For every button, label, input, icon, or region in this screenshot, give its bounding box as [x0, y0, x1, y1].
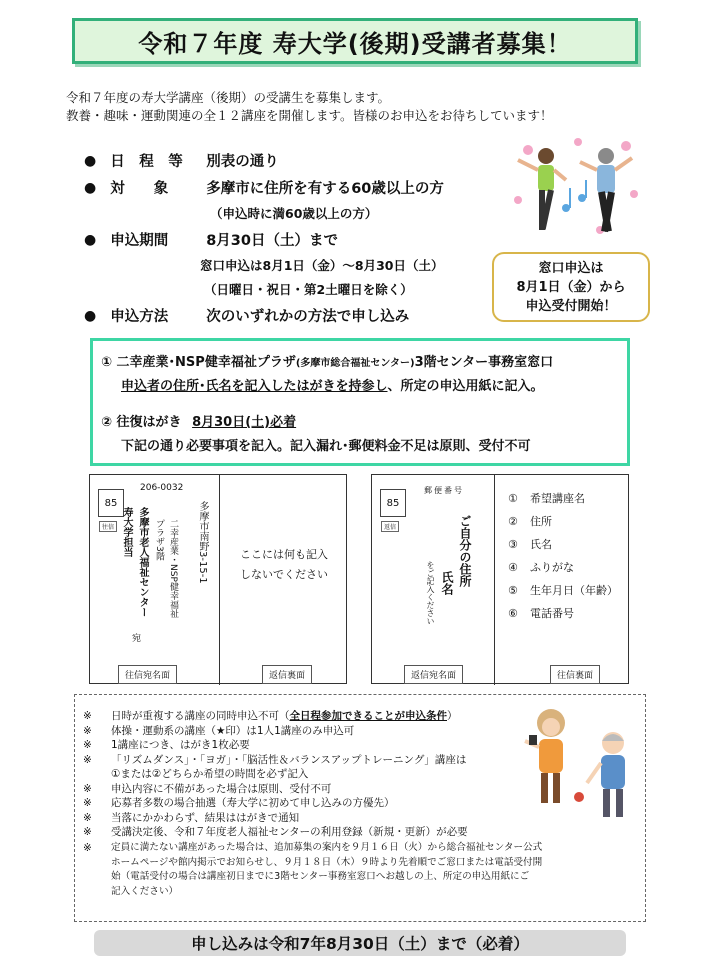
- required-item: [508, 556, 618, 579]
- bullet-icon: ●: [84, 179, 97, 196]
- intro-line-1: 令和７年度の寿大学講座（後期）の受講生を募集します。: [66, 90, 391, 105]
- tab-outgoing-back: 往信裏面: [550, 665, 600, 684]
- method-2-deadline: 8月30日(土)必着: [192, 415, 297, 430]
- method-1-desc: [121, 375, 544, 394]
- notes-box: [74, 694, 646, 922]
- note-1-c: ）: [447, 710, 458, 722]
- note-item: [83, 724, 523, 739]
- note-text: 始（電話受付の場合は講座初日までに3階センター事務室窓口へお越しの上、所定の申込用紙にご: [111, 871, 530, 882]
- target-value: 多摩市に住所を有する60歳以上の方: [206, 181, 444, 197]
- note-text: 当落にかかわらず、結果ははがきで通知: [111, 811, 300, 824]
- blank-line-2: しないでください: [240, 568, 328, 581]
- item-label: 生年月日（年齢）: [530, 584, 618, 597]
- card-divider: [219, 475, 220, 685]
- item-label: 希望講座名: [530, 492, 585, 505]
- method-row: [84, 305, 409, 326]
- target-row: [84, 177, 444, 198]
- period-row: [84, 229, 338, 250]
- note-text: 応募者多数の場合抽選（寿大学に初めて申し込みの方優先）: [111, 797, 395, 809]
- zip-label: 郵便番号: [424, 486, 464, 495]
- note-mark: ※: [83, 753, 92, 766]
- blank-instruction: [240, 545, 328, 585]
- note-spacer: [83, 856, 111, 871]
- address-suffix: 宛: [130, 633, 140, 642]
- period-value: 8月30日（土）まで: [206, 233, 338, 249]
- method-1-desc-rest: 、所定の申込用紙に記入。: [387, 379, 544, 394]
- note-text: ホームページや館内掲示でお知らせし、９月１８日（木）９時より先着順でご窓口または電話受付開: [111, 856, 543, 868]
- required-item: [508, 579, 618, 602]
- bullet-icon: ●: [84, 231, 97, 248]
- smartphone-icon: [529, 735, 537, 745]
- note-mark: ※: [83, 710, 92, 722]
- required-item: [508, 602, 618, 625]
- tab-reply-address: 返信宛名面: [404, 665, 463, 684]
- bullet-icon: ●: [84, 152, 97, 169]
- target-note: （申込時に満60歳以上の方）: [210, 206, 378, 221]
- note-spacer: [83, 870, 111, 885]
- note-text: ①または②どちらか希望の時間を必ず記入: [111, 768, 309, 780]
- deadline-banner: 申し込みは令和7年8月30日（土）まで（必着）: [94, 930, 626, 956]
- note-mark: ※: [83, 811, 92, 824]
- schedule-value: 別表の通り: [206, 154, 279, 170]
- note-mark: ※: [83, 739, 92, 751]
- window-application-callout: [492, 252, 650, 322]
- method-1-place-room: 3階センター事務室窓口: [414, 355, 554, 370]
- note-spacer: [83, 767, 111, 782]
- item-label: 電話番号: [530, 607, 574, 620]
- senior-man: [574, 732, 625, 817]
- method-1-desc-underlined: 申込者の住所･氏名を記入したはがきを持参し: [121, 379, 388, 394]
- card-divider: [494, 475, 495, 685]
- method-1-place: 二幸産業･NSP健幸福祉プラザ: [116, 355, 296, 370]
- method-2-desc: 下記の通り必要事項を記入。記入漏れ･郵便料金不足は原則、受付不可: [121, 439, 531, 454]
- note-item: [83, 885, 639, 900]
- tab-reply-back: 返信裏面: [262, 665, 312, 684]
- note-mark: ※: [83, 724, 92, 737]
- callout-line-2: 8月1日（金）から: [516, 279, 626, 295]
- note-text: 1講座につき、はがき1枚必要: [111, 739, 250, 751]
- note-text: [111, 709, 458, 724]
- period-note-2: （日曜日・祝日・第2土曜日を除く）: [204, 282, 413, 297]
- target-label: 対 象: [110, 181, 169, 197]
- note-item: [83, 796, 523, 811]
- schedule-label: 日 程 等: [110, 154, 183, 170]
- address-col-3: プラザ3階: [154, 519, 164, 561]
- application-methods-box: [90, 338, 630, 466]
- schedule-row: [84, 150, 279, 171]
- address-col-3: をご記入ください: [426, 561, 435, 625]
- zip-code: 206-0032: [140, 483, 184, 493]
- stamp-box: 85: [380, 489, 406, 517]
- note-item: [83, 811, 523, 826]
- method-1-place-sub: (多摩市総合福祉センター): [295, 358, 415, 369]
- required-items-list: [508, 487, 618, 625]
- bullet-icon: ●: [84, 307, 97, 324]
- seniors-illustration: [515, 703, 643, 823]
- flower-icon: [514, 138, 638, 234]
- dancer-man: [580, 148, 632, 232]
- senior-woman: [525, 709, 565, 803]
- required-item: [508, 510, 618, 533]
- note-mark: ※: [83, 782, 92, 795]
- period-label: 申込期間: [110, 233, 169, 249]
- note-item: [83, 841, 639, 856]
- item-num: ④: [508, 561, 518, 574]
- note-item: [83, 856, 639, 871]
- note-text: 定員に満たない講座があった場合は、追加募集の案内を９月１６日（火）から総合福祉センター公式: [111, 842, 543, 853]
- note-1-a: 日時が重複する講座の同時申込不可（: [111, 710, 290, 722]
- return-postcard-sample-2: [371, 474, 629, 684]
- stamp-label: 返信: [381, 521, 399, 532]
- required-item: [508, 533, 618, 556]
- dancer-woman: [518, 148, 566, 230]
- item-num: ②: [508, 515, 518, 528]
- method-2-num: ②: [101, 415, 113, 430]
- note-text: 受講決定後、令和７年度老人福祉センターの利用登録（新規・更新）が必要: [111, 826, 468, 838]
- note-text: 申込内容に不備があった場合は原則、受付不可: [111, 782, 332, 795]
- item-num: ③: [508, 538, 518, 551]
- item-label: 氏名: [530, 538, 552, 551]
- intro-line-2: 教養・趣味・運動関連の全１２講座を開催します。皆様のお申込をお待ちしています！: [66, 108, 553, 123]
- address-col-2: 二幸産業・NSP健幸福祉: [168, 519, 178, 618]
- note-item: [83, 870, 639, 885]
- callout-line-1: 窓口申込は: [538, 260, 604, 276]
- note-mark: ※: [83, 842, 92, 854]
- period-note-1: 窓口申込は8月1日（金）～8月30日（土）: [200, 258, 444, 273]
- note-text: 体操・運動系の講座（★印）は1人1講座のみ申込可: [111, 724, 355, 737]
- stamp-label: 往信: [99, 521, 117, 532]
- callout-line-3: 申込受付開始！: [525, 298, 617, 314]
- note-item: [83, 709, 523, 724]
- dancers-illustration: [508, 134, 644, 246]
- note-spacer: [83, 885, 111, 900]
- address-col-5: 寿大学担当: [121, 507, 132, 557]
- item-num: ①: [508, 492, 518, 505]
- method-label: 申込方法: [110, 309, 169, 325]
- note-item: [83, 753, 523, 768]
- method-1-num: ①: [101, 355, 113, 370]
- note-item: [83, 825, 523, 840]
- method-2-type: 往復はがき: [116, 415, 182, 430]
- music-note-icon: [562, 180, 587, 212]
- note-item: [83, 782, 523, 797]
- method-2-title: [101, 411, 296, 430]
- note-mark: ※: [83, 826, 92, 838]
- address-col-4: 多摩市老人福祉センター: [137, 507, 148, 617]
- note-text: 「リズムダンス」・「ヨガ」・「脳活性＆バランスアップトレーニング」講座は: [111, 753, 467, 766]
- notes-list: [83, 709, 523, 840]
- item-label: ふりがな: [530, 561, 574, 574]
- tab-outgoing-address: 往信宛名面: [118, 665, 177, 684]
- note-item: [83, 767, 523, 782]
- note-text: 記入ください）: [111, 885, 179, 897]
- item-num: ⑥: [508, 607, 518, 620]
- address-col-1: 多摩市南野3-15-1: [197, 501, 208, 584]
- required-item: [508, 487, 618, 510]
- return-postcard-sample-1: [89, 474, 347, 684]
- item-label: 住所: [530, 515, 552, 528]
- address-col-1: ご自分の住所: [458, 515, 472, 587]
- blank-line-1: ここには何も記入: [240, 548, 328, 561]
- item-num: ⑤: [508, 584, 518, 597]
- notes-list-long: [83, 841, 639, 899]
- ball-icon: [574, 792, 584, 802]
- stamp-box: 85: [98, 489, 124, 517]
- note-mark: ※: [83, 797, 92, 809]
- address-col-2: 氏名: [440, 571, 454, 595]
- note-1-emphasis: 全日程参加できることが申込条件: [289, 710, 447, 722]
- method-1-title: [101, 351, 553, 370]
- note-item: [83, 738, 523, 753]
- method-value: 次のいずれかの方法で申し込み: [206, 309, 410, 325]
- page-title: 令和７年度 寿大学(後期)受講者募集！: [72, 18, 638, 64]
